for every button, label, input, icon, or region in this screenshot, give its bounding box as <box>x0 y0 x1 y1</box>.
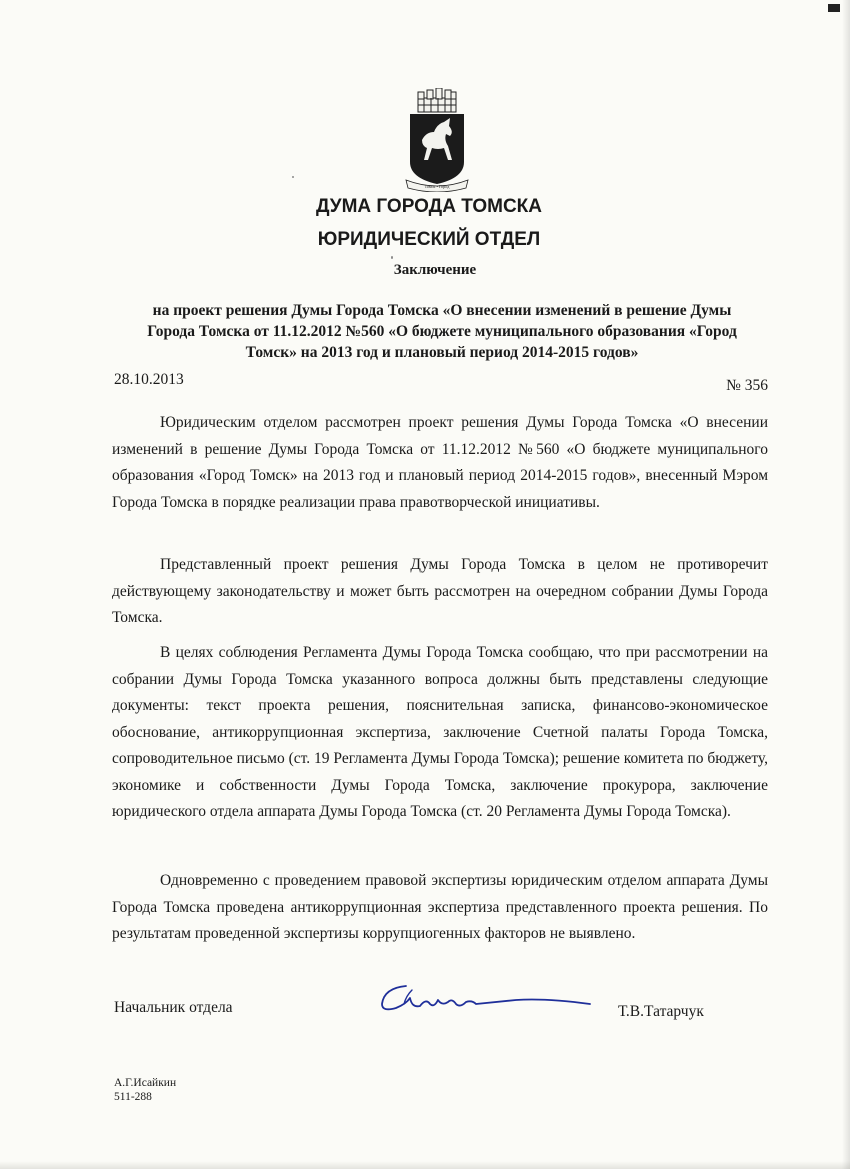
department-name: ЮРИДИЧЕСКИЙ ОТДЕЛ <box>317 229 541 250</box>
coat-of-arms-emblem <box>404 88 470 192</box>
executor-info <box>114 1076 176 1104</box>
subject-line: Города Томска от 11.12.2012 №560 «О бюджете муниципального образования «Город <box>147 323 737 340</box>
executor-phone: 511-288 <box>114 1091 152 1103</box>
crown-icon <box>418 88 456 112</box>
subject-line: Томск» на 2013 год и плановый период 2014-2015 годов» <box>245 344 639 361</box>
scan-corner-mark <box>828 4 840 12</box>
subject-line: на проект решения Думы Города Томска «О внесении изменений в решение Думы <box>152 302 732 319</box>
paragraph-review: Юридическим отделом рассмотрен проект решения Думы Города Томска «О внесении изменений в решение Думы Города Томска от 11.12.2012 №560 «О бюджете муниципального образования «Город Томск» на 2013 год и плановый период 2014-2015 годов», внесенный Мэром Города Томска в порядке реализации права правотворческой инициативы. <box>112 414 768 511</box>
paragraph-required-documents: В целях соблюдения Регламента Думы Города Томска сообщаю, что при рассмотрении на собрании Думы Города Томска указанного вопроса должны быть представлены следующие документы: текст проекта решения, пояснительная записка, финансово-экономическое обоснование, антикоррупционная экспертиза, заключение Счетной палаты Города Томска, сопроводительное письмо (ст. 19 Регламента Думы Города Томска); решение комитета по бюджету, экономике и собственности Думы Города Томска, заключение прокурора, заключение юридического отдела аппарата Думы Города Томска (ст. 20 Регламента Думы Города Томска). <box>112 644 768 820</box>
paragraph-conclusion: Представленный проект решения Думы Города Томска в целом не противоречит действующему законодательству и может быть рассмотрен на очередном собрании Думы Города Томска. <box>112 556 768 626</box>
shield-icon <box>410 114 464 184</box>
scan-speck <box>391 256 393 259</box>
scan-bottom-strip <box>0 1161 850 1169</box>
paragraph-anticorruption: Одновременно с проведением правовой экспертизы юридическим отделом аппарата Думы Города Томска проведена антикоррупционная экспертиза представленного проекта решения. По результатам проведенной экспертизы коррупциогенных факторов не выявлено. <box>112 872 768 942</box>
document-number: № 356 <box>726 377 768 394</box>
signer-position: Начальник отдела <box>114 999 233 1016</box>
document-date: 28.10.2013 <box>114 371 184 388</box>
handwritten-signature <box>376 978 596 1022</box>
organization-name: ДУМА ГОРОДА ТОМСКА <box>316 196 542 217</box>
svg-text:Томск • Город: Томск • Город <box>424 184 450 189</box>
document-subject <box>112 300 772 363</box>
scan-speck <box>292 176 294 178</box>
executor-name: А.Г.Исайкин <box>114 1077 177 1089</box>
scan-edge-shadow <box>842 0 850 1169</box>
document-type: Заключение <box>393 262 477 278</box>
signer-name: Т.В.Татарчук <box>618 1003 704 1020</box>
